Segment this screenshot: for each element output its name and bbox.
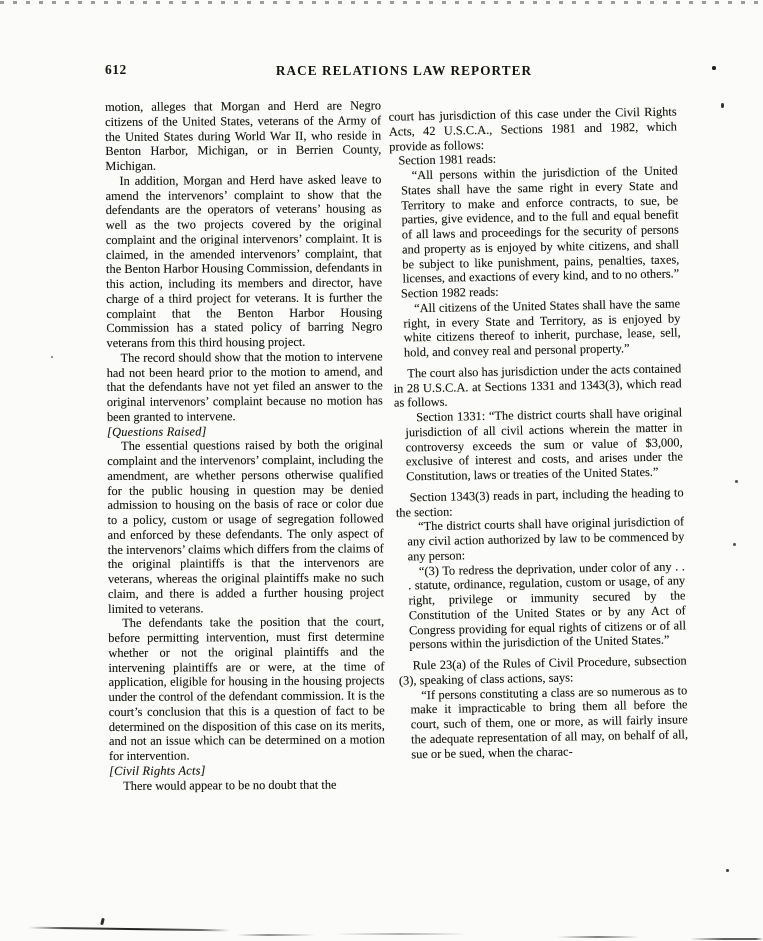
page-number: 612 [105, 62, 127, 77]
text-paragraph: The essential questions raised by both the original complaint and the intervenors’ complaint, including the amendment, are whether persons otherwise qualified for the public housing in question may be denied admission to housing on the basis of race or color due to a policy, custom or usage of segregation followed and enforced by these defendants. The only aspect of the intervenors’ claims which differs from the claims of the original plaintiffs is that the intervenors are veterans, whereas the original plaintiffs make no such claim, and there is added a further housing project limited to veterans. [107, 437, 385, 616]
text-paragraph: Section 1343(3) reads in part, including the heading to the section: [395, 485, 684, 520]
ink-speck [735, 480, 738, 483]
journal-title: RACE RELATIONS LAW REPORTER [275, 63, 533, 78]
statute-quote: “All persons within the jurisdiction of the United States shall have the same right in every State and Territory to make and enforce contracts, to sue, be parties, give evidence, and to the full and equal benefit of all laws and proceedings for the security of persons and property as is enjoyed by white citizens, and shall be subject to like punishment, pains, penalties, taxes, licenses, and exactions of every kind, and to no others.” [400, 163, 680, 286]
ink-speck [733, 543, 736, 546]
statute-quote: Section 1331: “The district courts shall have original jurisdiction of all civil actions wherein the matter in controversy exceeds the sum or value of $3,000, exclusive of interest and costs, and arises under the Constitution, laws or treaties of the United States.” [405, 405, 684, 484]
ink-smudge [335, 933, 467, 935]
page-header [105, 62, 683, 82]
ink-tick [100, 918, 105, 926]
text-paragraph: motion, alleges that Morgan and Herd are Negro citizens of the United States, veterans of the Army of the United States during World War II, who reside in Benton Harbor, Michigan, or in Berrien County, Michigan. [105, 98, 382, 173]
statute-quote: “(3) To redress the deprivation, under color of any . . . statute, ordinance, regulation, custom or usage, of any right, privilege or immunity secured by the Constitution of the United States or by any Act of Congress providing for equal rights of citizens or of all persons within the jurisdiction of the United States.” [408, 558, 687, 652]
column-left [105, 98, 385, 793]
text-paragraph: The defendants take the position that the court, before permitting intervention, must first determine whether or not the original plaintiffs and the intervening plaintiffs are or were, at the time of application, eligible for housing in the housing projects under the control of the defendant commission. It is the court’s conclusion that this is a question of fact to be determined on the disposition of this case on its merits, and not an issue which can be determined on a motion for intervention. [108, 614, 385, 763]
text-paragraph: There would appear to be no doubt that the [123, 777, 337, 793]
ink-smudge [28, 927, 230, 932]
statute-label: Section 1981 reads: [398, 151, 497, 168]
page-body [105, 98, 689, 793]
ink-smudge [557, 936, 639, 938]
ink-speck [712, 66, 716, 70]
section-heading: [Questions Raised] [106, 423, 207, 439]
statute-quote: “The district courts shall have original jurisdiction of any civil action authorized by law to be commenced by any person: [407, 514, 685, 564]
ink-speck [51, 356, 53, 358]
ink-speck [721, 103, 724, 108]
ink-speck [726, 869, 729, 872]
statute-quote: “All citizens of the United States shall have the same right, in every State and Territory, as is enjoyed by white citizens thereof to inherit, purchase, lease, sell, hold, and convey real and personal property.” [403, 296, 681, 360]
text-paragraph: court has jurisdiction of this case under the Civil Rights Acts, 42 U.S.C.A., Sections 1981 and 1982, which provide as follows: [388, 104, 677, 154]
page-edge-perforation [0, 1, 763, 4]
column-right [388, 97, 688, 761]
text-paragraph: The record should show that the motion to intervene had not been heard prior to the motion to amend, and that the defendants have not yet filed an answer to the original intervenors’ complaint because no motion has been granted to intervene. [106, 349, 383, 424]
text-paragraph: In addition, Morgan and Herd have asked leave to amend the intervenors’ complaint to show that the defendants are the operators of veterans’ housing as well as the two projects covered by the original complaint and the original intervenors’ complaint. It is claimed, in the amended intervenors’ complaint, that the Benton Harbor Housing Commission, defendants in this action, including its members and director, have charge of a third project for veterans. It is further the complaint that the Benton Harbor Housing Commission has a stated policy of barring Negro veterans from this third housing project. [105, 172, 383, 350]
statute-quote: “If persons constituting a class are so numerous as to make it impracticable to bring them all before the court, such of them, one or more, as will fairly insure the adequate representation of all may, on behalf of all, sue or be sued, when the charac- [410, 682, 689, 761]
text-paragraph: Rule 23(a) of the Rules of Civil Procedure, subsection (3), speaking of class actions, says: [398, 653, 687, 688]
section-heading: [Civil Rights Acts] [109, 763, 206, 778]
statute-label: Section 1982 reads: [400, 284, 499, 301]
text-paragraph: The court also has jurisdiction under the acts contained in 28 U.S.C.A. at Sections 1331 and 1343(3), which read as follows. [393, 361, 682, 410]
ink-smudge [237, 934, 315, 936]
ink-smudge [690, 938, 763, 940]
